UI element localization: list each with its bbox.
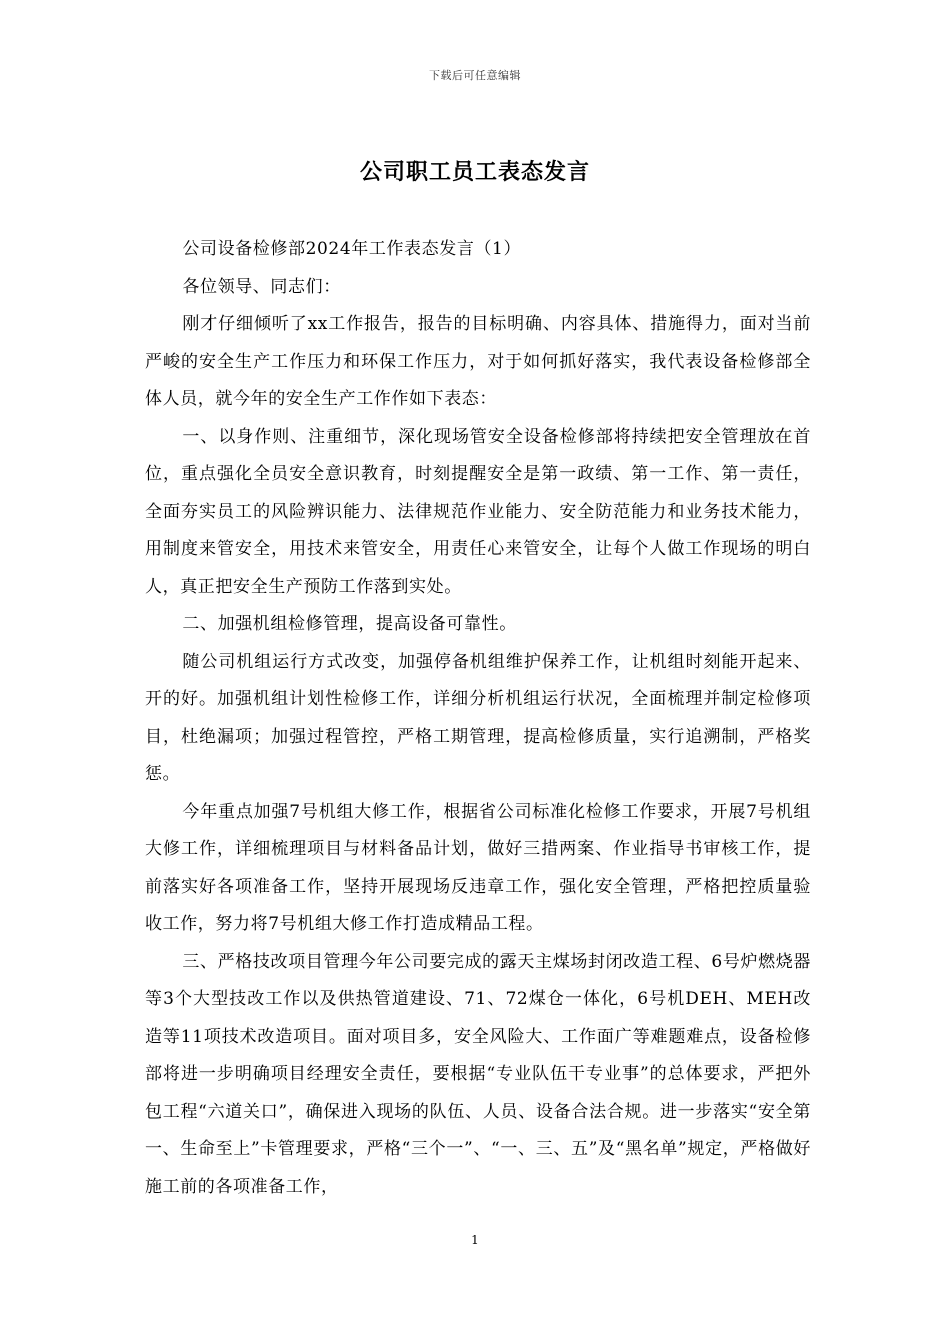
paragraph: 三、严格技改项目管理今年公司要完成的露天主煤场封闭改造工程、6号炉燃烧器等3个大型技改工作以及供热管道建设、71、72煤仓一体化，6号机DEH、MEH改造等11项技术改造项目。面对项目多，安全风险大、工作面广等难题难点，设备检修部将进一步明确项目经理安全责任，要根据“专业队伍干专业事”的总体要求，严把外包工程“六道关口”，确保进入现场的队伍、人员、设备合法合规。进一步落实“安全第一、生命至上”卡管理要求，严格“三个一”、“一、三、五”及“黑名单”规定，严格做好施工前的各项准备工作， bbox=[145, 951, 811, 1197]
header-note: 下载后可任意编辑 bbox=[429, 69, 521, 82]
document-title: 公司职工员工表态发言 bbox=[359, 159, 590, 185]
paragraph: 今年重点加强7号机组大修工作，根据省公司标准化检修工作要求，开展7号机组大修工作，详细梳理项目与材料备品计划，做好三措两案、作业指导书审核工作，提前落实好各项准备工作，坚持开展现场反违章工作，强化安全管理，严格把控质量验收工作，努力将7号机组大修工作打造成精品工程。 bbox=[145, 801, 811, 934]
paragraph: 二、加强机组检修管理，提高设备可靠性。 bbox=[182, 614, 517, 634]
paragraph: 公司设备检修部2024年工作表态发言（1） bbox=[182, 239, 522, 259]
paragraph: 刚才仔细倾听了xx工作报告，报告的目标明确、内容具体、措施得力，面对当前严峻的安全生产工作压力和环保工作压力，对于如何抓好落实，我代表设备检修部全体人员，就今年的安全生产工作作如下表态： bbox=[145, 314, 811, 409]
paragraph: 一、以身作则、注重细节，深化现场管安全设备检修部将持续把安全管理放在首位，重点强化全员安全意识教育，时刻提醒安全是第一政绩、第一工作、第一责任，全面夯实员工的风险辨识能力、法律规范作业能力、安全防范能力和业务技术能力，用制度来管安全，用技术来管安全，用责任心来管安全，让每个人做工作现场的明白人，真正把安全生产预防工作落到实处。 bbox=[145, 426, 811, 597]
document-body bbox=[145, 231, 811, 1206]
paragraph: 各位领导、同志们： bbox=[182, 276, 341, 297]
paragraph: 随公司机组运行方式改变，加强停备机组维护保养工作，让机组时刻能开起来、开的好。加强机组计划性检修工作，详细分析机组运行状况，全面梳理并制定检修项目，杜绝漏项；加强过程管控，严格工期管理，提高检修质量，实行追溯制，严格奖惩。 bbox=[145, 651, 811, 784]
page-number: 1 bbox=[471, 1233, 479, 1247]
